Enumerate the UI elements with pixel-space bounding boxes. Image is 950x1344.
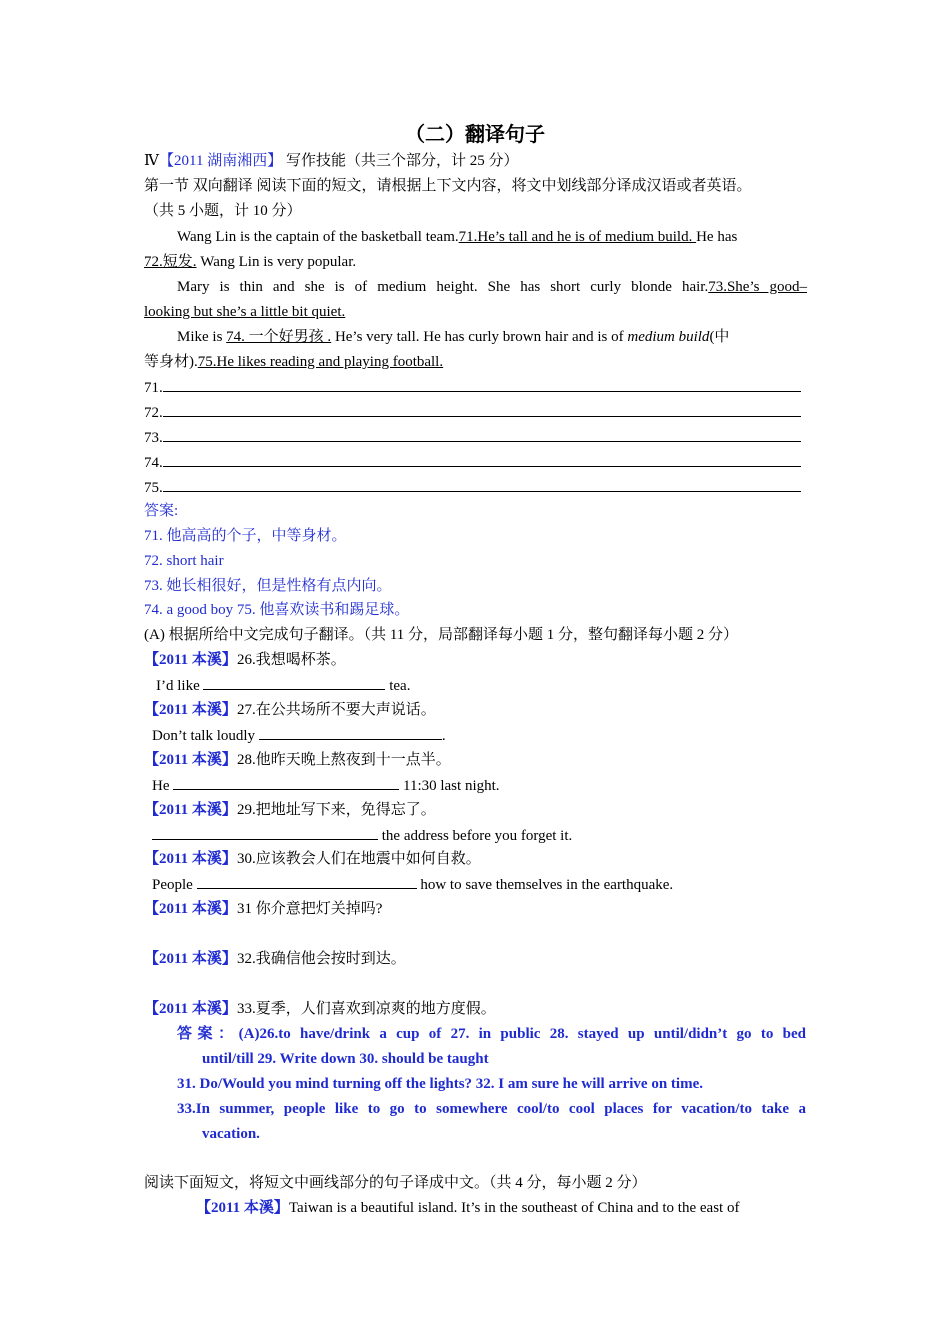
- question-30: [144, 849, 481, 869]
- page-title: （二）翻译句子: [405, 124, 545, 146]
- fill-blank[interactable]: [203, 675, 385, 690]
- passage-text: (中: [709, 329, 730, 345]
- fill-text: how to save themselves in the earthquake.: [416, 877, 674, 893]
- source-tag: 【2011 本溪】: [144, 652, 237, 668]
- question-text: 26.我想喝杯茶。: [236, 652, 346, 668]
- section-header-text: 写作技能（共三个部分，计 25 分）: [282, 153, 519, 169]
- fill-text: Don’t talk loudly: [152, 728, 259, 744]
- answer-72: 72. short hair: [144, 553, 224, 569]
- passage-text: He’s very tall. He has curly brown hair and is of: [331, 329, 628, 345]
- underlined-72: 72.短发.: [144, 254, 197, 270]
- question-text: 30.应该教会人们在地震中如何自救。: [236, 851, 481, 867]
- fill-text: 11:30 last night.: [399, 778, 500, 794]
- question-31: [144, 899, 382, 919]
- passage-para-3-line-2: [144, 352, 443, 372]
- question-27-fill: [152, 725, 446, 746]
- final-instructions: 阅读下面短文，将短文中画线部分的句子译成中文。（共 4 分，每小题 2 分）: [144, 1175, 647, 1191]
- part-a-answers-line-2: until/till 29. Write down 30. should be taught: [202, 1051, 489, 1067]
- part-a-answers-line-1: [177, 1024, 806, 1044]
- final-passage-line-1: [196, 1198, 739, 1218]
- underlined-73a: 73.She’s good–: [708, 279, 807, 295]
- underlined-74: 74. 一个好男孩 .: [226, 329, 332, 345]
- passage-para-1-line-1: [177, 227, 737, 247]
- blank-label: 73.: [144, 430, 163, 446]
- blank-label: 75.: [144, 480, 163, 496]
- passage-text: 等身材).: [144, 354, 198, 370]
- question-33: [144, 999, 496, 1019]
- question-26: [144, 650, 346, 670]
- roman-numeral: Ⅳ: [144, 153, 159, 169]
- source-tag: 【2011 本溪】: [196, 1200, 289, 1216]
- question-28-fill: [152, 775, 500, 796]
- passage-para-1-line-2: [144, 252, 356, 272]
- source-tag: 【2011 湖南湘西】: [159, 153, 283, 169]
- instructions-line-1: 第一节 双向翻译 阅读下面的短文，请根据上下文内容，将文中划线部分译成汉语或者英语。: [144, 178, 752, 194]
- fill-blank[interactable]: [197, 874, 417, 889]
- blank-label: 74.: [144, 455, 163, 471]
- passage-text: He has: [696, 229, 738, 245]
- underlined-71: 71.He’s tall and he is of medium build.: [458, 229, 697, 245]
- answer-blank-71[interactable]: [144, 377, 801, 398]
- passage-text: Wang Lin is very popular.: [196, 254, 357, 270]
- passage-para-2-line-1: [177, 277, 807, 297]
- fill-blank[interactable]: [259, 725, 442, 740]
- fill-text: He: [152, 778, 174, 794]
- passage-para-2-line-2: [144, 302, 345, 322]
- answer-blank-72[interactable]: [144, 402, 801, 423]
- question-29-fill: [152, 825, 572, 846]
- source-tag: 【2011 本溪】: [144, 1001, 237, 1017]
- part-a-answers-line-3: 31. Do/Would you mind turning off the lights? 32. I am sure he will arrive on time.: [177, 1076, 703, 1092]
- section-header: [144, 151, 518, 171]
- passage-text: Mary is thin and she is of medium height. She has short curly blonde hair.: [177, 279, 709, 295]
- passage-text: Taiwan is a beautiful island. It’s in the southeast of China and to the east of: [288, 1200, 740, 1216]
- part-a-heading: (A) 根据所给中文完成句子翻译。（共 11 分，局部翻译每小题 1 分，整句翻译每小题 2 分）: [144, 627, 739, 643]
- answers-text: (A)26.to have/drink a cup of 27. in public 28. stayed up until/didn’t go to bed: [238, 1026, 806, 1042]
- question-text: 28.他昨天晚上熬夜到十一点半。: [236, 752, 451, 768]
- passage-text: Wang Lin is the captain of the basketball team.: [177, 229, 459, 245]
- part-a-answers-line-4: 33.In summer, people like to go to somewhere cool/to cool places for vacation/to take a: [177, 1101, 806, 1117]
- fill-text: the address before you forget it.: [378, 828, 573, 844]
- answer-74-75: 74. a good boy 75. 他喜欢读书和踢足球。: [144, 602, 410, 618]
- fill-text: I’d like: [156, 678, 204, 694]
- question-26-fill: [156, 675, 410, 696]
- fill-text: People: [152, 877, 197, 893]
- instructions-line-2: （共 5 小题，计 10 分）: [144, 203, 302, 219]
- part-a-answers-line-5: vacation.: [202, 1126, 260, 1142]
- question-text: 33.夏季，人们喜欢到凉爽的地方度假。: [236, 1001, 496, 1017]
- answer-blank-74[interactable]: [144, 452, 801, 473]
- answer-71: 71. 他高高的个子，中等身材。: [144, 528, 347, 544]
- fill-blank[interactable]: [152, 825, 378, 840]
- question-28: [144, 750, 451, 770]
- source-tag: 【2011 本溪】: [144, 901, 237, 917]
- answer-blank-73[interactable]: [144, 427, 801, 448]
- underlined-75: 75.He likes reading and playing football.: [197, 354, 444, 370]
- question-text: 29.把地址写下来，免得忘了。: [236, 802, 436, 818]
- question-32: [144, 949, 406, 969]
- answers-label: 答案：: [177, 1026, 239, 1042]
- question-29: [144, 800, 436, 820]
- passage-para-3-line-1: [177, 327, 729, 347]
- source-tag: 【2011 本溪】: [144, 851, 237, 867]
- passage-italic: medium build: [627, 329, 710, 345]
- source-tag: 【2011 本溪】: [144, 752, 237, 768]
- fill-text: tea.: [385, 678, 411, 694]
- question-text: 32.我确信他会按时到达。: [236, 951, 406, 967]
- answer-73: 73. 她长相很好，但是性格有点内向。: [144, 578, 392, 594]
- source-tag: 【2011 本溪】: [144, 951, 237, 967]
- blank-label: 72.: [144, 405, 163, 421]
- passage-text: Mike is: [177, 329, 227, 345]
- question-30-fill: [152, 874, 673, 895]
- question-text: 31 你介意把灯关掉吗?: [236, 901, 383, 917]
- source-tag: 【2011 本溪】: [144, 802, 237, 818]
- fill-blank[interactable]: [173, 775, 399, 790]
- answers-label: 答案:: [144, 503, 179, 519]
- question-text: 27.在公共场所不要大声说话。: [236, 702, 436, 718]
- blank-label: 71.: [144, 380, 163, 396]
- answer-blank-75[interactable]: [144, 477, 801, 498]
- fill-text: .: [441, 728, 446, 744]
- question-27: [144, 700, 436, 720]
- underlined-73b: looking but she’s a little bit quiet.: [144, 304, 346, 320]
- source-tag: 【2011 本溪】: [144, 702, 237, 718]
